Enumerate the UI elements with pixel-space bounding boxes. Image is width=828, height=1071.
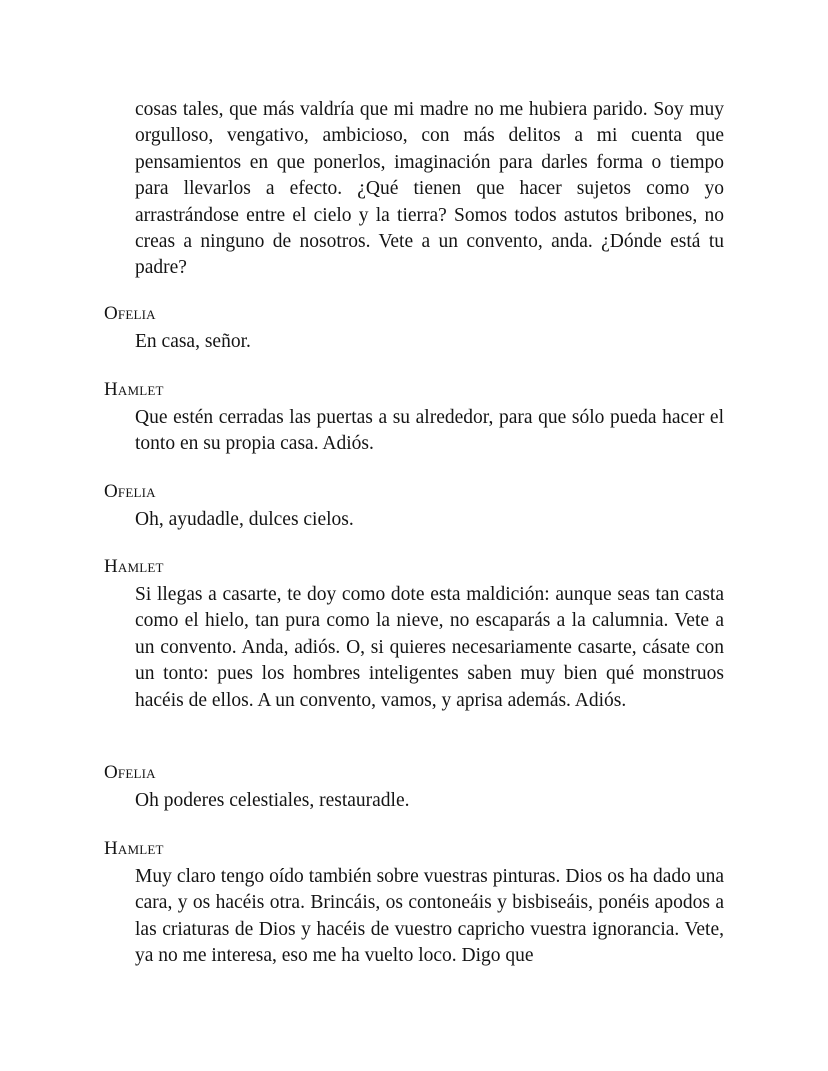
speech-text: Oh, ayudadle, dulces cielos. [135, 509, 354, 530]
speech-ofelia [104, 762, 724, 814]
speaker-name: Ofelia [104, 762, 156, 783]
speech-text: cosas tales, que más valdría que mi madre no me hubiera parido. Soy muy orgulloso, vengativo, ambicioso, con más delitos a mi cuenta que pensamientos en que ponerlos, imaginación para darles forma o tiempo para llevarlos a efecto. ¿Qué tienen que hacer sujetos como yo arrastrándose entre el cielo y la tierra? Somos todos astutos bribones, no creas a ninguno de nosotros. Vete a un convento, anda. ¿Dónde está tu padre? [135, 99, 724, 279]
speech-text: Muy claro tengo oído también sobre vuestras pinturas. Dios os ha dado una cara, y os hacéis otra. Brincáis, os contoneáis y bisbiseáis, ponéis apodos a las criaturas de Dios y hacéis de vuestro capricho vuestra ignorancia. Vete, ya no me interesa, eso me ha vuelto loco. Digo que [135, 866, 724, 967]
speech-text: Que estén cerradas las puertas a su alrededor, para que sólo pueda hacer el tonto en su propia casa. Adiós. [135, 407, 724, 455]
speaker-name: Ofelia [104, 481, 156, 502]
speech-hamlet [104, 838, 724, 970]
speech-text: En casa, señor. [135, 331, 251, 352]
speaker-name: Hamlet [104, 838, 164, 859]
speech-hamlet [104, 379, 724, 458]
speaker-name: Hamlet [104, 556, 164, 577]
speaker-name: Ofelia [104, 303, 156, 324]
speech-text: Si llegas a casarte, te doy como dote esta maldición: aunque seas tan casta como el hielo, tan pura como la nieve, no escaparás a la calumnia. Vete a un convento. Anda, adiós. O, si quieres necesariamente casarte, cásate con un tonto: pues los hombres inteligentes saben muy bien qué monstruos hacéis de ellos. A un convento, vamos, y aprisa además. Adiós. [135, 584, 724, 711]
speech-hamlet [104, 556, 724, 714]
speech-text: Oh poderes celestiales, restauradle. [135, 790, 410, 811]
speech-continued [104, 97, 724, 282]
speech-ofelia [104, 481, 724, 533]
speaker-name: Hamlet [104, 379, 164, 400]
speech-ofelia [104, 303, 724, 355]
